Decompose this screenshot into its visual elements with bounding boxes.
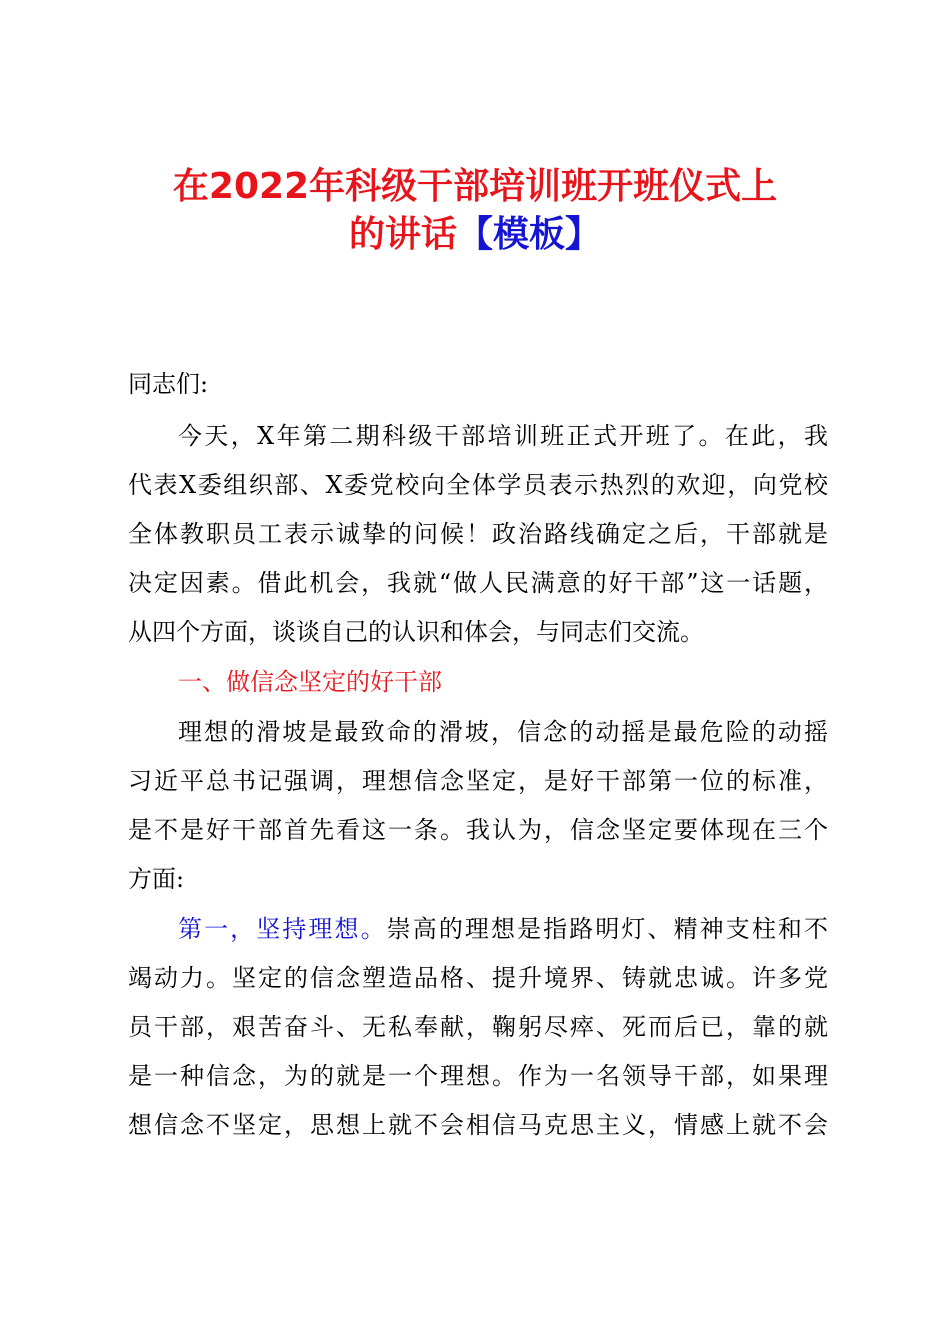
paragraph2-line: 习近平总书记强调，理想信念坚定，是好干部第一位的标准， [128,767,828,795]
document-title-line2-main: 的讲话 [348,214,457,255]
paragraph1-line: 决定因素。借此机会，我就“做人民满意的好干部”这一话题， [128,569,828,597]
paragraph1-line: 今天，X年第二期科级干部培训班正式开班了。在此，我 [178,422,828,450]
document-title-line2 [100,210,850,260]
paragraph2-line: 是不是好干部首先看这一条。我认为，信念坚定要体现在三个 [128,816,828,844]
paragraph1-line: 从四个方面，谈谈自己的认识和体会，与同志们交流。 [128,618,704,646]
paragraph3-line: 员干部，艰苦奋斗、无私奉献，鞠躬尽瘁、死而后已，靠的就 [128,1013,828,1041]
paragraph1-line: 全体教职员工表示诚挚的问候！政治路线确定之后，干部就是 [128,520,828,548]
point1-text: 崇高的理想是指路明灯、精神支柱和不 [386,915,829,943]
salutation: 同志们: [128,370,209,398]
point1-label: 第一，坚持理想。 [178,915,387,943]
section1-heading: 一、做信念坚定的好干部 [178,668,442,696]
paragraph2-line: 理想的滑坡是最致命的滑坡，信念的动摇是最危险的动摇 [178,718,828,746]
document-title-line1: 在2022年科级干部培训班开班仪式上 [172,166,778,207]
paragraph1-line: 代表X委组织部、X委党校向全体学员表示热烈的欢迎，向党校 [128,471,828,499]
paragraph2-line: 方面: [128,865,185,893]
paragraph3-line: 竭动力。坚定的信念塑造品格、提升境界、铸就忠诚。许多党 [128,964,828,992]
paragraph3-line: 是一种信念，为的就是一个理想。作为一名领导干部，如果理 [128,1062,828,1090]
paragraph3-line [178,905,828,953]
template-tag: 【模板】 [457,214,602,255]
paragraph3-line: 想信念不坚定，思想上就不会相信马克思主义，情感上就不会 [128,1111,828,1139]
